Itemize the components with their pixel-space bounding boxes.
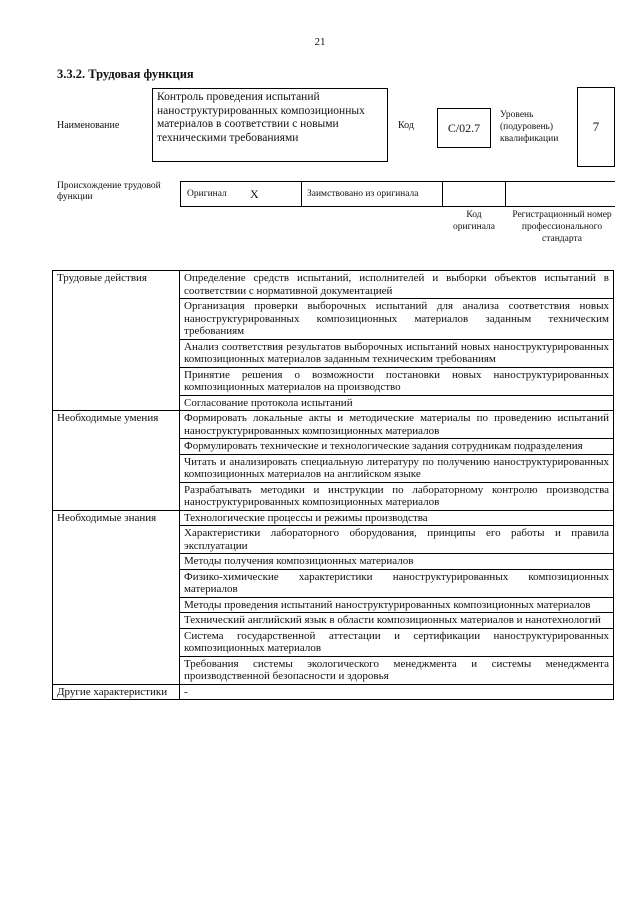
origin-divider [301,181,302,207]
requirement-cell: Анализ соответствия результатов выборочных испытаний новых наноструктурированных композиционных материалов заданным техническим требованиям [180,339,614,367]
level-value: 7 [592,119,600,134]
level-box [577,87,615,167]
origin-label: Происхождение трудовой функции [57,181,161,202]
category-cell: Необходимые знания [53,510,180,684]
requirement-cell: Требования системы экологического менеджмента и системы менеджмента производственной безопасности и здоровья [180,656,614,684]
category-cell: Необходимые умения [53,411,180,511]
registration-number-label: Регистрационный номер профессионального стандарта [512,210,612,244]
original-mark: X [250,187,259,201]
requirement-cell: Согласование протокола испытаний [180,395,614,411]
page-number: 21 [314,36,326,48]
requirement-cell: Физико-химические характеристики наноструктурированных композиционных материалов [180,569,614,597]
code-original-label: Код оригинала [453,210,495,232]
function-details-table [52,270,614,700]
requirement-cell: Определение средств испытаний, исполнителей и выборки объектов испытаний в соответствии с нормативной документацией [180,271,614,299]
requirement-cell: Характеристики лабораторного оборудования, принципы его работы и правила эксплуатации [180,526,614,554]
category-cell: Трудовые действия [53,271,180,411]
requirement-cell: Технический английский язык в области композиционных материалов и нанотехнологий [180,613,614,629]
requirement-cell: Формировать локальные акты и методические материалы по проведению испытаний наноструктурированных композиционных материалов [180,411,614,439]
table-row [53,271,614,299]
original-label: Оригинал [187,189,227,199]
table-row [53,411,614,439]
requirement-cell: Система государственной аттестации и сертификации наноструктурированных композиционных материалов [180,628,614,656]
requirement-cell: - [180,684,614,700]
code-box [437,108,491,148]
table-row [53,684,614,700]
table-row [53,510,614,526]
requirement-cell: Технологические процессы и режимы производства [180,510,614,526]
code-label: Код [398,120,414,131]
section-title: 3.3.2. Трудовая функция [57,67,194,81]
name-label: Наименование [57,120,120,131]
requirement-cell: Организация проверки выборочных испытаний для анализа соответствия новых наноструктурированных композиционных материалов заданным техническим требованиям [180,299,614,340]
requirement-cell: Методы получения композиционных материалов [180,554,614,570]
origin-divider [180,181,181,207]
code-value: C/02.7 [447,120,481,135]
origin-divider [505,181,506,207]
requirement-cell: Читать и анализировать специальную литературу по получению наноструктурированных композиционных материалов на английском языке [180,454,614,482]
borrowed-label: Заимствовано из оригинала [307,189,419,199]
function-name-value: Контроль проведения испытаний наноструктурированных композиционных материалов в соответствии с новыми техническими требованиями [157,91,365,144]
requirement-cell: Формулировать технические и технологические задания сотрудникам подразделения [180,439,614,455]
requirement-cell: Принятие решения о возможности постановки новых наноструктурированных композиционных материалов на производство [180,367,614,395]
level-label: Уровень (подуровень) квалификации [500,110,559,144]
origin-divider [442,181,443,207]
function-name-box [152,88,388,162]
category-cell: Другие характеристики [53,684,180,700]
requirement-cell: Разрабатывать методики и инструкции по лабораторному контролю производства наноструктурированных композиционных материалов [180,482,614,510]
requirement-cell: Методы проведения испытаний наноструктурированных композиционных материалов [180,597,614,613]
